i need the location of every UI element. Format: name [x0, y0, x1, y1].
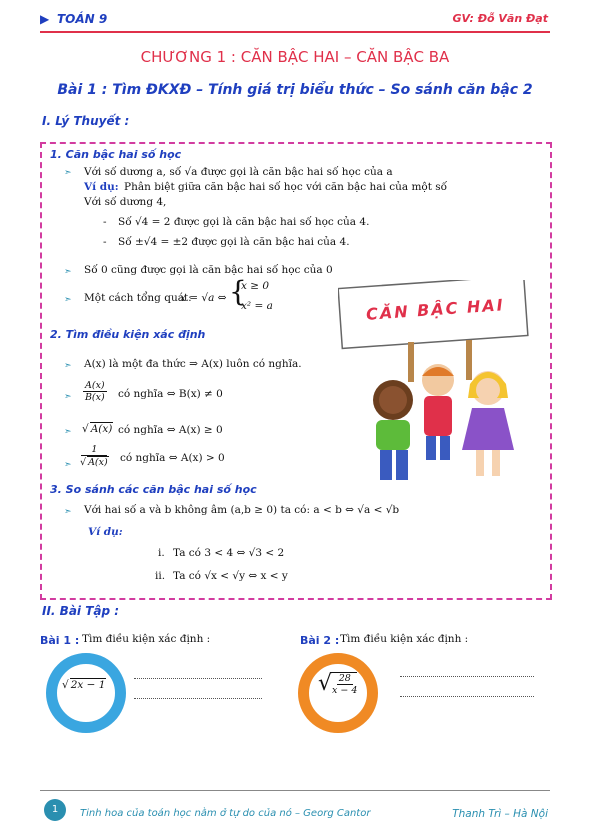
bullet-icon: ➣	[64, 460, 72, 470]
s2-line4-numerator: 1	[81, 444, 107, 456]
s3-line1: Với hai số a và b không âm (a,b ≥ 0) ta có: a < b ⇔ √a < √b	[84, 504, 400, 516]
lesson-title: Bài 1 : Tìm ĐKXĐ – Tính giá trị biểu thức – So sánh căn bậc 2	[57, 82, 533, 98]
ex1-answer-line[interactable]	[134, 678, 262, 679]
ex1-radicand: 2x − 1	[70, 679, 106, 691]
section3-heading: 3. So sánh các căn bậc hai số học	[50, 483, 257, 496]
s2-line2-fraction	[83, 380, 107, 403]
s1-line5-prefix: Một cách tổng quát:	[84, 292, 192, 304]
s2-line2-numerator: A(x)	[85, 380, 105, 391]
bullet-icon: ➣	[64, 295, 72, 305]
header-divider	[40, 31, 550, 33]
ex1-ring-icon	[46, 653, 126, 733]
s1-line5-math: x = √a ⇔	[180, 292, 227, 304]
part2-heading: II. Bài Tập :	[42, 604, 120, 618]
footer-divider	[40, 790, 550, 791]
s2-line3-text: có nghĩa ⇔ A(x) ≥ 0	[118, 424, 223, 436]
ex2-denominator: x − 4	[332, 685, 358, 696]
ex1-expression: √ 2x − 1	[62, 679, 106, 691]
ex2-text: Tìm điều kiện xác định :	[340, 633, 469, 645]
case-brace: {	[229, 275, 247, 308]
ex2-answer-line[interactable]	[400, 696, 534, 697]
ex2-numerator: 28	[338, 673, 351, 684]
header-subject: TOÁN 9	[57, 12, 108, 26]
header-teacher: GV: Đỗ Văn Đạt	[452, 12, 548, 25]
dash-marker: -	[103, 236, 107, 248]
s2-line1: A(x) là một đa thức ⇒ A(x) luôn có nghĩa.	[84, 358, 302, 370]
s2-line3-radicand: A(x)	[90, 423, 113, 435]
s1-dash2: Số ±√4 = ±2 được gọi là căn bậc hai của 4.	[118, 236, 350, 248]
bullet-icon: ➣	[64, 168, 72, 178]
chapter-title: CHƯƠNG 1 : CĂN BẬC HAI – CĂN BẬC BA	[140, 48, 450, 66]
bullet-icon: ➣	[64, 361, 72, 371]
page-number-badge	[44, 799, 66, 821]
s1-example-label: Ví dụ:	[84, 181, 119, 193]
ex1-answer-line[interactable]	[134, 698, 262, 699]
s2-line2-text: có nghĩa ⇔ B(x) ≠ 0	[118, 388, 223, 400]
s1-line3: Với số dương 4,	[84, 196, 167, 208]
header-arrow-icon: ▶	[40, 12, 50, 26]
ex1-text: Tìm điều kiện xác định :	[82, 633, 211, 645]
s3-example-label: Ví dụ:	[88, 526, 123, 538]
s1-example-text: Phân biệt giữa căn bậc hai số học với căn bậc hai của một số	[124, 181, 448, 193]
s2-line4-denominator: √ A(x)	[80, 457, 108, 468]
s2-line4-fraction	[80, 444, 109, 468]
s3-i-number: i.	[158, 547, 165, 559]
s2-line3-radical: √ A(x)	[82, 423, 113, 435]
s1-line4: Số 0 cũng được gọi là căn bậc hai số học của 0	[84, 264, 333, 276]
section2-heading: 2. Tìm điều kiện xác định	[50, 328, 206, 341]
s1-case2: x² = a	[241, 300, 273, 312]
s1-dash1: Số √4 = 2 được gọi là căn bậc hai số học của 4.	[118, 216, 370, 228]
ex2-label: Bài 2 :	[300, 634, 340, 647]
ex1-label: Bài 1 :	[40, 634, 80, 647]
part1-heading: I. Lý Thuyết :	[42, 114, 130, 128]
s2-line4-text: có nghĩa ⇔ A(x) > 0	[120, 452, 225, 464]
bullet-icon: ➣	[64, 507, 72, 517]
ex2-answer-line[interactable]	[400, 676, 534, 677]
s1-case1: x ≥ 0	[241, 280, 270, 292]
bullet-icon: ➣	[64, 267, 72, 277]
s3-ii-number: ii.	[155, 570, 166, 582]
bullet-icon: ➣	[64, 427, 72, 437]
bullet-icon: ➣	[64, 392, 72, 402]
footer-quote: Tinh hoa của toán học nằm ở tự do của nó – Georg Cantor	[80, 808, 371, 819]
ex2-expression: √ $\frac{28}{x - 4}$	[318, 671, 358, 696]
s3-i-text: Ta có 3 < 4 ⇔ √3 < 2	[173, 547, 285, 559]
page-number: 1	[51, 804, 59, 815]
footer-place: Thanh Trì – Hà Nội	[452, 808, 548, 820]
s3-ii-text: Ta có √x < √y ⇔ x < y	[173, 570, 288, 582]
s1-line1: Với số dương a, số √a được gọi là căn bậc hai số học của a	[84, 166, 393, 178]
banner-text: CĂN BẬC HAI	[365, 295, 506, 324]
section1-heading: 1. Căn bậc hai số học	[50, 148, 182, 161]
s2-line2-denominator: B(x)	[84, 392, 105, 403]
s2-line4-radicand: A(x)	[88, 457, 108, 468]
dash-marker: -	[103, 216, 107, 228]
